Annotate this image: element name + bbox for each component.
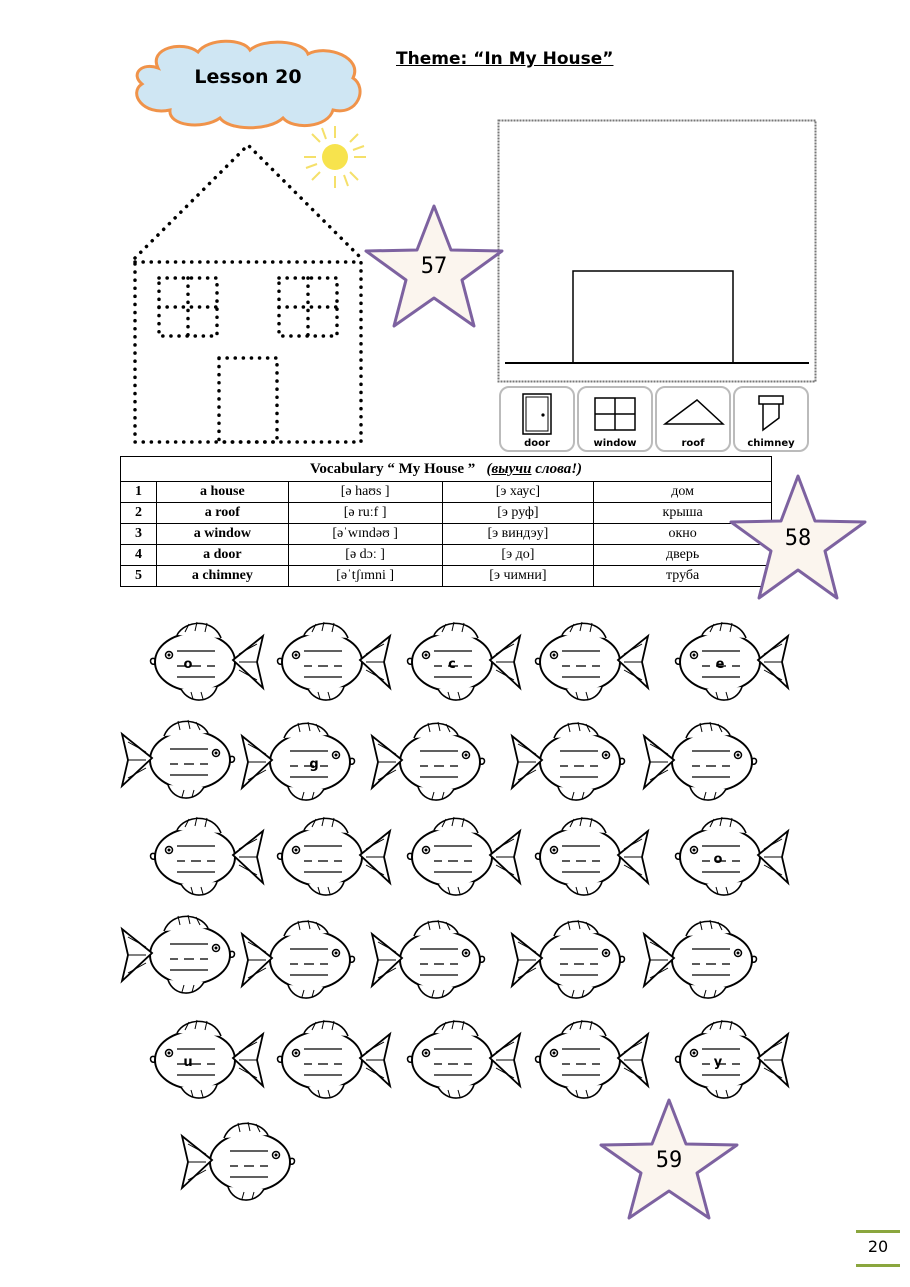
lesson-label: Lesson 20 xyxy=(194,66,302,88)
russian-translation: труба xyxy=(594,566,772,587)
ipa-transcription: [əˈwɪndəʊ ] xyxy=(288,524,442,545)
star-number: 58 xyxy=(784,526,812,551)
note-rest: слова!) xyxy=(531,460,583,477)
note-open: ( xyxy=(486,460,492,477)
vocabulary-header-row xyxy=(121,457,772,482)
fish-3-3 xyxy=(408,817,521,895)
card-label: roof xyxy=(681,438,705,449)
fish-letter: e xyxy=(715,657,725,672)
fish-1-2 xyxy=(278,622,391,700)
star-badge-58 xyxy=(727,472,869,602)
fish-3-4 xyxy=(536,817,649,895)
english-word: a door xyxy=(156,545,288,566)
row-number: 4 xyxy=(121,545,157,566)
fish-5-5 xyxy=(676,1020,789,1098)
fish-2-3 xyxy=(372,722,485,800)
card-door xyxy=(499,386,575,452)
fish-3-1 xyxy=(151,817,264,895)
fish-5-1 xyxy=(151,1020,264,1098)
table-row xyxy=(121,566,772,587)
fish-2-5 xyxy=(644,722,757,800)
table-row xyxy=(121,524,772,545)
card-chimney xyxy=(733,386,809,452)
row-number: 2 xyxy=(121,503,157,524)
fish-letter: u xyxy=(183,1055,193,1070)
fish-5-3 xyxy=(408,1020,521,1098)
table-row xyxy=(121,545,772,566)
ipa-transcription: [ə dɔː ] xyxy=(288,545,442,566)
page-number-rule-top xyxy=(856,1230,900,1233)
english-word: a roof xyxy=(156,503,288,524)
vocabulary-table xyxy=(120,456,772,587)
fish-grid xyxy=(0,600,910,1210)
card-label: door xyxy=(524,438,550,449)
page-number: 20 xyxy=(867,1237,889,1256)
fish-3-2 xyxy=(278,817,391,895)
russian-transcription: [э виндэу] xyxy=(442,524,594,545)
fish-2-2 xyxy=(242,722,355,800)
table-row xyxy=(121,482,772,503)
card-window xyxy=(577,386,653,452)
russian-transcription: [э чимни] xyxy=(442,566,594,587)
russian-transcription: [э до] xyxy=(442,545,594,566)
russian-translation: дверь xyxy=(594,545,772,566)
fish-1-3 xyxy=(408,622,521,700)
fish-4-3 xyxy=(372,920,485,998)
russian-transcription: [э хаус] xyxy=(442,482,594,503)
ipa-transcription: [əˈtʃɪmni ] xyxy=(288,566,442,587)
note-word: выучи xyxy=(491,460,532,477)
fish-1-1 xyxy=(151,622,264,700)
ipa-transcription: [ə haʊs ] xyxy=(288,482,442,503)
card-label: chimney xyxy=(747,438,795,449)
row-number: 1 xyxy=(121,482,157,503)
theme-title: Theme: “In My House” xyxy=(396,49,614,69)
drawing-frame xyxy=(497,119,817,383)
card-roof xyxy=(655,386,731,452)
vocabulary-title xyxy=(121,457,772,482)
fish-1-5 xyxy=(676,622,789,700)
fish-6-1 xyxy=(182,1122,295,1200)
row-number: 5 xyxy=(121,566,157,587)
russian-translation: дом xyxy=(594,482,772,503)
card-label: window xyxy=(593,438,637,449)
row-number: 3 xyxy=(121,524,157,545)
fish-letter: g xyxy=(309,757,319,772)
dotted-house-drawing xyxy=(125,140,370,450)
fish-4-1 xyxy=(122,915,235,993)
page-number-rule-bottom xyxy=(856,1264,900,1267)
fish-letter: y xyxy=(713,1055,723,1070)
house-outline xyxy=(573,271,733,363)
russian-transcription: [э руф] xyxy=(442,503,594,524)
roof-icon xyxy=(657,388,729,436)
vocabulary-note xyxy=(479,461,582,477)
fish-4-4 xyxy=(512,920,625,998)
russian-translation: окно xyxy=(594,524,772,545)
ipa-transcription: [ə ruːf ] xyxy=(288,503,442,524)
fish-2-1 xyxy=(122,720,235,798)
english-word: a chimney xyxy=(156,566,288,587)
star-badge-57 xyxy=(362,202,506,330)
fish-5-2 xyxy=(278,1020,391,1098)
fish-letter: o xyxy=(183,657,193,672)
fish-2-4 xyxy=(512,722,625,800)
english-word: a house xyxy=(156,482,288,503)
fish-4-5 xyxy=(644,920,757,998)
door-icon xyxy=(501,388,573,436)
star-number: 57 xyxy=(420,254,448,279)
star-number: 59 xyxy=(655,1148,683,1173)
russian-translation: крыша xyxy=(594,503,772,524)
fish-3-5 xyxy=(676,817,789,895)
fish-letter: o xyxy=(713,852,723,867)
chimney-icon xyxy=(735,388,807,436)
table-row xyxy=(121,503,772,524)
vocabulary-title-text: Vocabulary “ My House ” xyxy=(309,460,476,477)
fish-letter: c xyxy=(448,657,456,672)
fish-5-4 xyxy=(536,1020,649,1098)
fish-1-4 xyxy=(536,622,649,700)
english-word: a window xyxy=(156,524,288,545)
window-icon xyxy=(579,388,651,436)
fish-4-2 xyxy=(242,920,355,998)
